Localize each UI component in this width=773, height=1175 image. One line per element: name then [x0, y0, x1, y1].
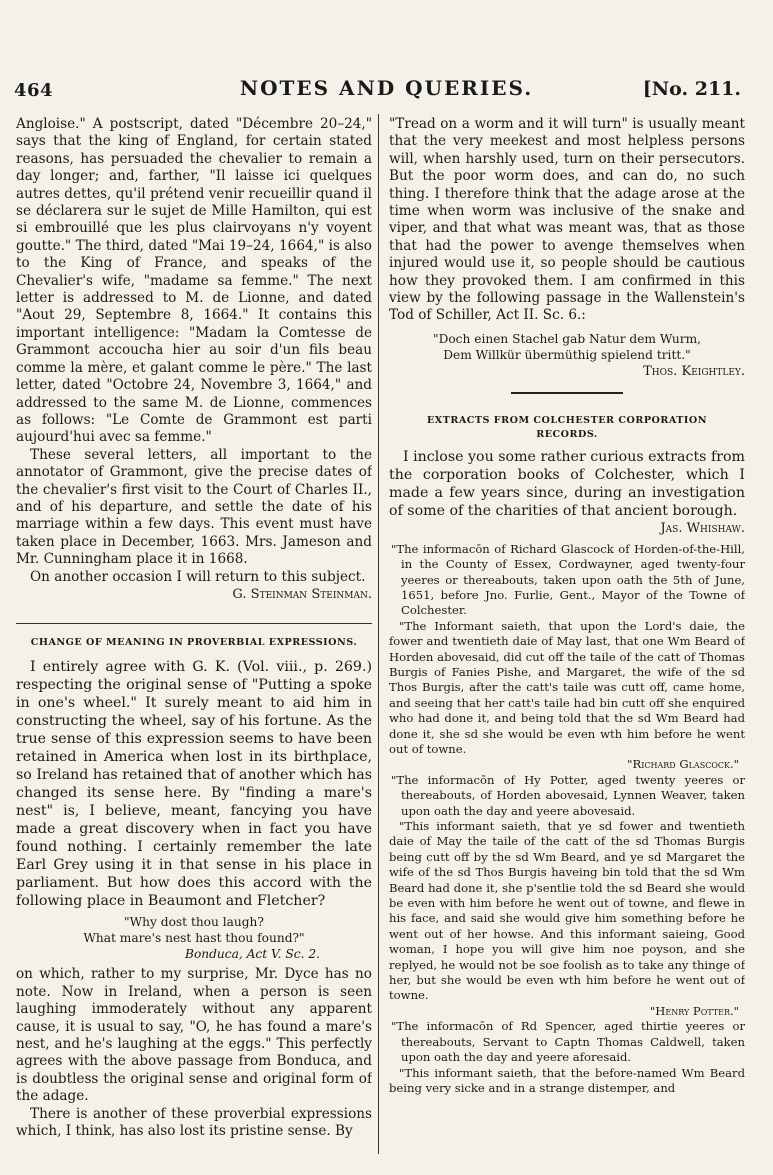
- record-3-body: "This informant saieth, that the before-named Wm Beard being very sicke and in a strange distemper, and: [389, 1065, 745, 1095]
- left-paragraph-5: on which, rather to my surprise, Mr. Dyce has no note. Now in Ireland, when a person is seen laughing immoderately without any apparent cause, it is usual to say, "O, he has found a mare's nest, and he's laughing at the eggs." This perfectly agrees with the above passage from Bonduca, and is doubtless the original sense and original form of the adage.: [16, 966, 372, 1105]
- page-header: [14, 74, 759, 104]
- section-divider: [16, 623, 372, 624]
- left-column: [16, 116, 372, 1156]
- schiller-quote: [389, 331, 745, 363]
- quote-reference: Bonduca, Act V. Sc. 2.: [184, 947, 320, 962]
- right-paragraph-1: "Tread on a worm and it will turn" is usually meant that the very meekest and most helpless persons will, when harshly used, turn on their persecutors. But the poor worm does, and can do, no such thing. I therefore think that the adage arose at the time when worm was inclusive of the snake and viper, and that what was meant was, that as those that had the power to avenge themselves when injured would use it, so people should be cautious how they provoked them. I am confirmed in this view by the following passage in the Wallenstein's Tod of Schiller, Act II. Sc. 6.:: [389, 116, 745, 324]
- records: [389, 542, 745, 1097]
- record-2-head: "The informacōn of Hy Potter, aged twenty yeeres or thereabouts, of Horden abovesaid, Lynnen Weaver, taken upon oath the day and yeere abovesaid.: [391, 772, 745, 818]
- signature-steinman: G. Steinman Steinman.: [232, 586, 372, 602]
- record-1-body: "The Informant saieth, that upon the Lord's daie, the fower and twentieth daie of May last, that one Wm Beard of Horden abovesaid, did cut off the taile of the catt of Thomas Burgis of Fanies Pishe, and Margaret, the wife of the sd Thos Burgis, after the catt's taile was cutt off, came home, and seeing that her catt's taile had bin cutt off she enquired who had done it, and being told that the sd Wm Beard had done it, she sd she would be even wth him before he went out of towne.: [389, 618, 745, 756]
- schiller-line-2: Dem Willkür übermüthig spielend tritt.": [443, 347, 691, 362]
- record-1-head: "The informacōn of Richard Glascock of Horden-of-the-Hill, in the County of Essex, Cordwayner, aged twenty-four yeeres or thereabouts, taken upon oath the 5th of June, 1651, before Jno. Furlie, Gent., Mayor of the Towne of Colchester.: [391, 541, 745, 618]
- record-2-signature: "Henry Potter.": [649, 1003, 739, 1018]
- left-paragraph-3: On another occasion I will return to this subject.: [30, 568, 366, 585]
- section-divider: [511, 392, 623, 394]
- column-rule: [378, 114, 379, 1154]
- left-paragraph-4: I entirely agree with G. K. (Vol. viii., p. 269.) respecting the original sense of "Putting a spoke in one's wheel." It surely meant to aid him in constructing the wheel, say of his fortune. As the true sense of this expression seems to have been retained in America when lost in its birthplace, so Ireland has retained that of another which has changed its sense here. By "finding a mare's nest" is, I believe, meant, fancying you have made a great discovery when in fact you have found nothing. I certainly remember the late Earl Grey using it in that sense in his place in parliament. But how does this accord with the following place in Beaumont and Fletcher?: [16, 659, 372, 910]
- quote-line-2: What mare's nest hast thou found?": [83, 931, 305, 946]
- record-1-signature: "Richard Glascock.": [627, 757, 739, 772]
- right-column: [389, 116, 745, 1156]
- quote-line-1: "Why dost thou laugh?: [124, 915, 264, 930]
- signature-whishaw: Jas. Whishaw.: [660, 521, 745, 537]
- bonduca-quote: [16, 914, 372, 962]
- left-paragraph-6: There is another of these proverbial expressions which, I think, has also lost its pristine sense. By: [16, 1105, 372, 1140]
- record-2-body: "This informant saieth, that ye sd fower and twentieth daie of May the taile of the catt of the sd Thomas Burgis being cutt off by the sd Wm Beard, and ye sd Margaret the wife of the sd Thos Burgis haveing bin told that the sd Wm Beard had done it, she p'sentlie told the sd Beard she would be even with him before he went out of towne, and flewe in his face, and said she would give him something before he went out of her howse. And this informant saieing, Good woman, I hope you will give him noe poyson, and she replyed, he would not be soe foolish as to take any thinge of her, but she would be even wth him before he went out of towne.: [389, 819, 745, 1003]
- record-3-head: "The informacōn of Rd Spencer, aged thirtie yeeres or thereabouts, Servant to Captn Thomas Caldwell, taken upon oath the day and yeere aforesaid.: [391, 1019, 745, 1065]
- section-heading-colchester: EXTRACTS FROM COLCHESTER CORPORATION RECORDS.: [426, 415, 708, 441]
- issue-number: [No. 211.: [642, 78, 741, 100]
- right-intro: I inclose you some rather curious extracts from the corporation books of Colchester, which I made a few years since, during an investigation of some of the charities of that ancient borough.: [389, 449, 745, 520]
- signature-keightley: Thos. Keightley.: [643, 363, 745, 379]
- left-paragraph-2: These several letters, all important to the annotator of Grammont, give the precise dates of the chevalier's first visit to the Court of Charles II., and of his departure, and settle the date of his marriage within a few days. This event must have taken place in December, 1663. Mrs. Jameson and Mr. Cunningham place it in 1668.: [16, 446, 372, 568]
- section-heading-proverbial: CHANGE OF MEANING IN PROVERBIAL EXPRESSIONS.: [30, 637, 358, 649]
- left-paragraph-1: Angloise." A postscript, dated "Décembre 20–24," says that the king of England, for certain stated reasons, has persuaded the chevalier to remain a day longer; and, farther, "Il laisse ici quelques autres dettes, qu'il prétend venir recueillir quand il se déclarera sur le sujet de Mille Hamilton, qui est si embrouillé que les plus clairvoyans n'y voyent goutte." The third, dated "Mai 19–24, 1664," is also to the King of France, and speaks of the Chevalier's wife, "madame sa femme." The next letter is addressed to M. de Lionne, and dated "Aout 29, Septembre 8, 1664." It contains this important intelligence: "Madam la Comtesse de Grammont accoucha hier au soir d'un fils beau comme la mère, et galant comme le père." The last letter, dated "Octobre 24, Novembre 3, 1664," and addressed to the same M. de Lionne, commences as follows: "Le Comte de Grammont est parti aujourd'hui avec sa femme.": [16, 116, 372, 446]
- schiller-line-1: "Doch einen Stachel gab Natur dem Wurm,: [432, 331, 702, 346]
- page-number: 464: [14, 80, 54, 101]
- journal-title: NOTES AND QUERIES.: [239, 76, 534, 100]
